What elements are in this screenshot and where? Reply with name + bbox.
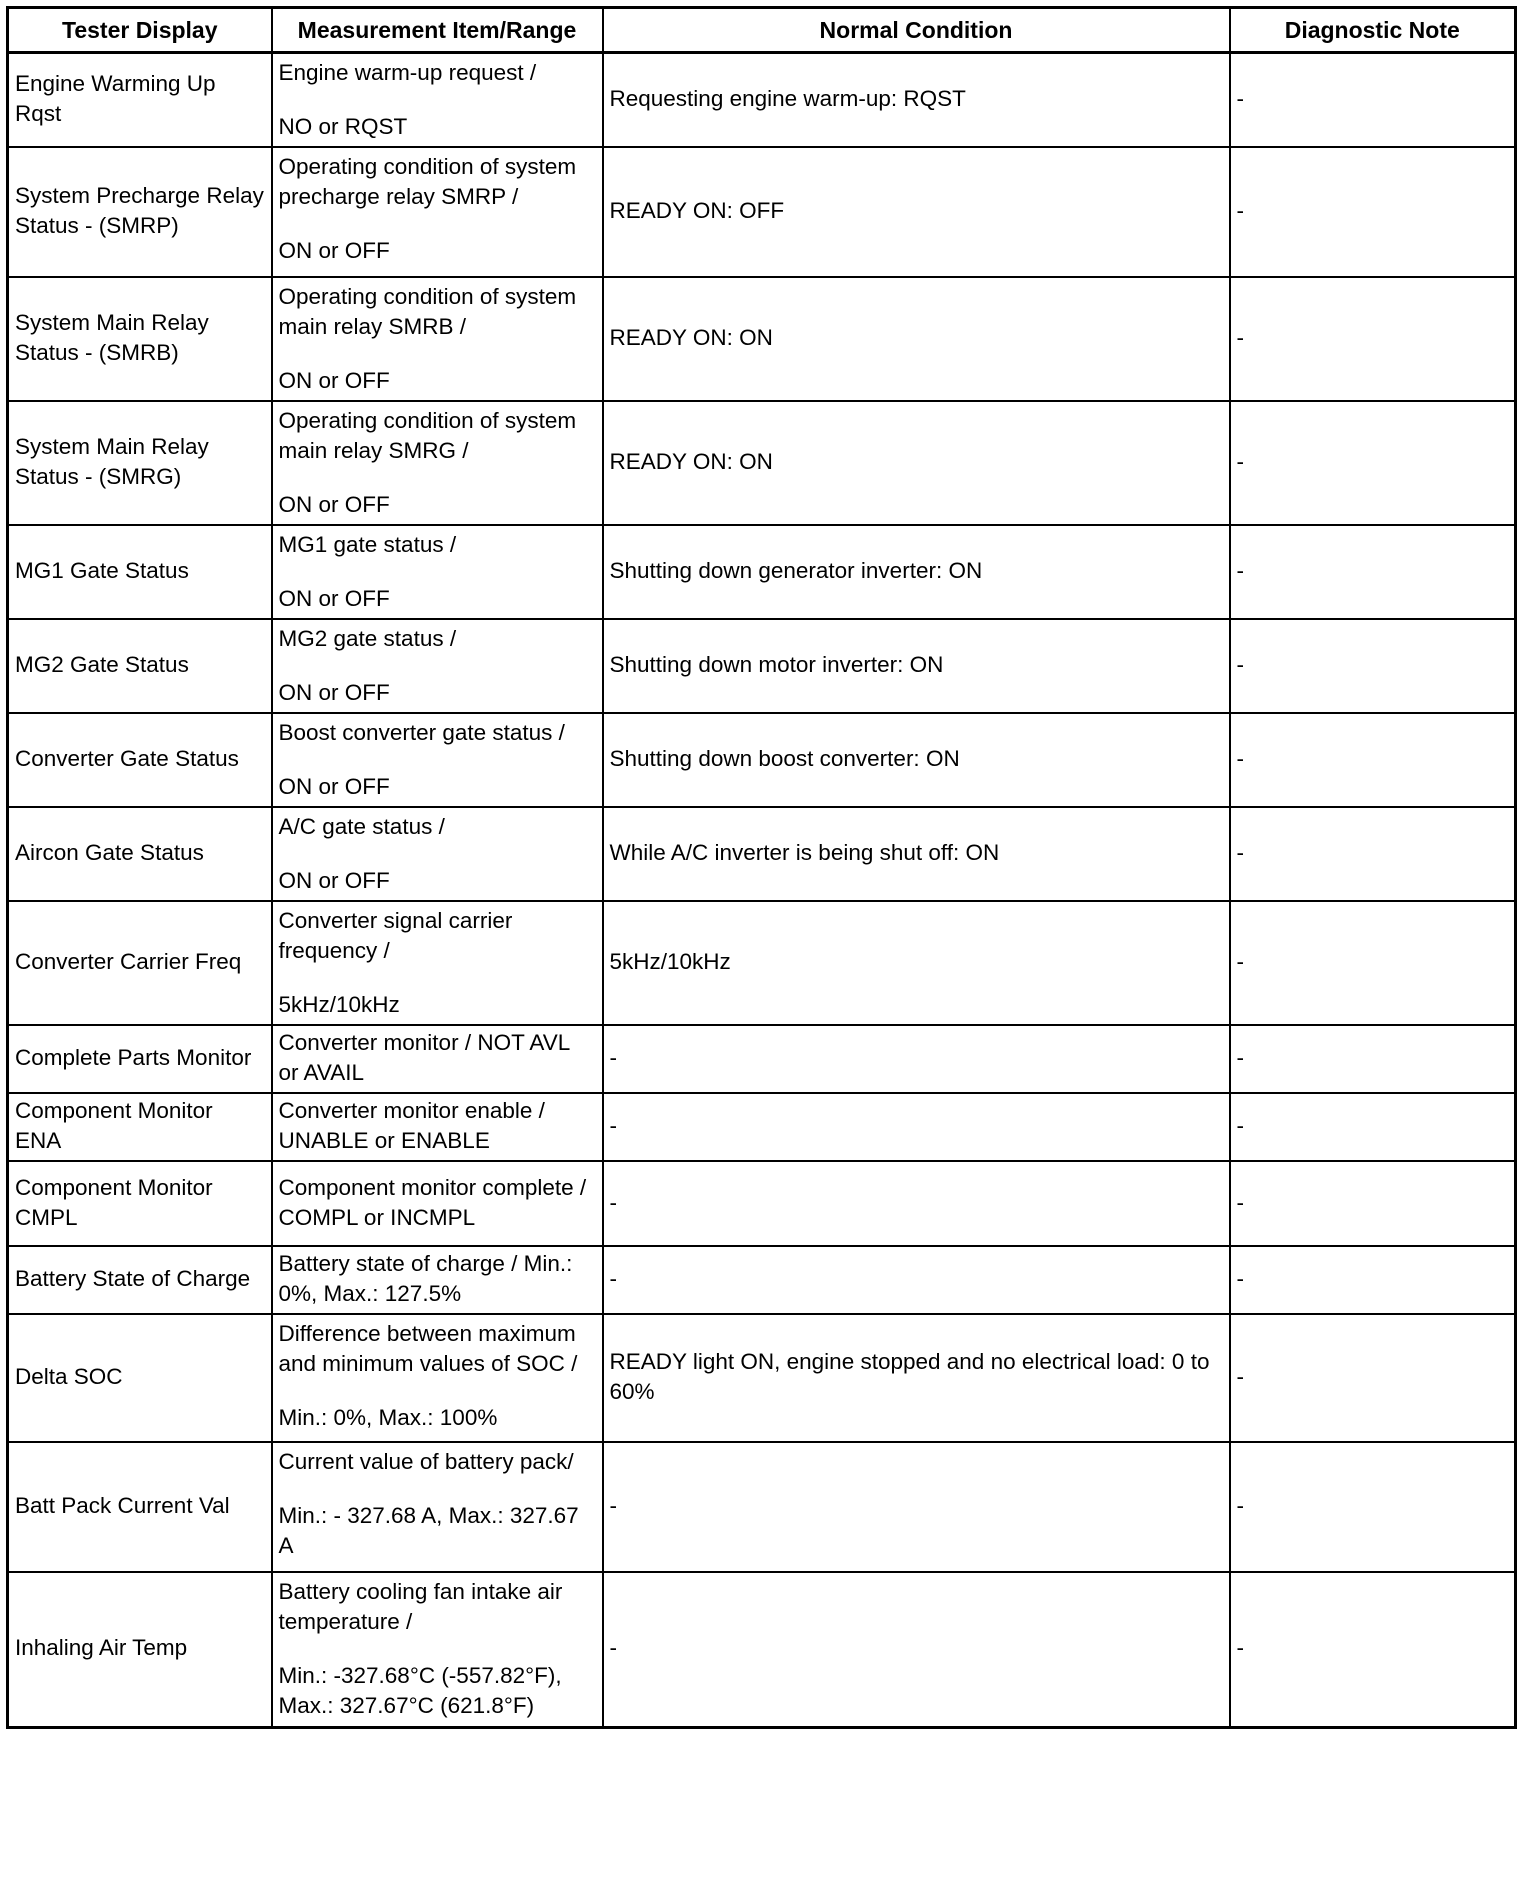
tester-display-cell: Battery State of Charge (8, 1246, 272, 1314)
normal-condition-cell: - (603, 1161, 1230, 1246)
measurement-description: Current value of battery pack/ (278, 1449, 574, 1474)
spacer (279, 966, 596, 990)
spacer (279, 212, 596, 236)
diagnostic-note-cell: - (1230, 1572, 1516, 1727)
measurement-cell (272, 1572, 603, 1727)
diagnostic-note-cell: - (1230, 1246, 1516, 1314)
measurement-description: Operating condition of system main relay SMRG / (278, 408, 583, 463)
diagnostic-note-cell: - (1230, 1442, 1516, 1572)
normal-condition-cell: - (603, 1025, 1230, 1093)
table-row (8, 901, 1516, 1025)
measurement-description: Component monitor complete / COMPL or INCMPL (278, 1174, 593, 1230)
measurement-range: ON or OFF (278, 868, 390, 893)
table-row (8, 807, 1516, 901)
header-tester-display: Tester Display (8, 8, 272, 53)
table-row (8, 1093, 1516, 1161)
measurement-description: Operating condition of system main relay SMRB / (278, 284, 583, 339)
measurement-range: ON or OFF (278, 774, 390, 799)
spacer (279, 748, 596, 772)
diagnostic-note-cell: - (1230, 901, 1516, 1025)
measurement-description: MG2 gate status / (278, 626, 457, 651)
table-row (8, 1572, 1516, 1727)
tester-display-cell: Aircon Gate Status (8, 807, 272, 901)
spacer (279, 1637, 596, 1661)
normal-condition-cell: - (603, 1442, 1230, 1572)
normal-condition-cell: Requesting engine warm-up: RQST (603, 53, 1230, 148)
normal-condition-cell: - (603, 1572, 1230, 1727)
measurement-cell (272, 1442, 603, 1572)
measurement-description: Engine warm-up request / (278, 60, 537, 85)
spacer (279, 560, 596, 584)
measurement-description: MG1 gate status / (278, 532, 457, 557)
spacer (279, 466, 596, 490)
spacer (279, 1477, 596, 1501)
data-table (6, 6, 1517, 1729)
measurement-description: Difference between maximum and minimum values of SOC / (278, 1321, 582, 1376)
measurement-description: Operating condition of system precharge relay SMRP / (278, 154, 583, 209)
measurement-cell (272, 1246, 603, 1314)
measurement-description: Converter signal carrier frequency / (278, 908, 519, 963)
measurement-cell (272, 1025, 603, 1093)
table-row (8, 619, 1516, 713)
header-measurement-item: Measurement Item/Range (272, 8, 603, 53)
normal-condition-cell: 5kHz/10kHz (603, 901, 1230, 1025)
normal-condition-cell: While A/C inverter is being shut off: ON (603, 807, 1230, 901)
diagnostic-note-cell: - (1230, 401, 1516, 525)
normal-condition-cell: Shutting down motor inverter: ON (603, 619, 1230, 713)
spacer (279, 842, 596, 866)
measurement-cell (272, 619, 603, 713)
measurement-description: Boost converter gate status / (278, 720, 565, 745)
tester-display-cell: Component Monitor ENA (8, 1093, 272, 1161)
table-row (8, 713, 1516, 807)
tester-display-cell: MG2 Gate Status (8, 619, 272, 713)
table-row (8, 1246, 1516, 1314)
tester-display-cell: Complete Parts Monitor (8, 1025, 272, 1093)
table-row (8, 1442, 1516, 1572)
tester-display-cell: System Main Relay Status - (SMRB) (8, 277, 272, 401)
table-row (8, 1025, 1516, 1093)
table-row (8, 401, 1516, 525)
measurement-description: Converter monitor / NOT AVL or AVAIL (278, 1030, 576, 1085)
table-row (8, 147, 1516, 277)
table-header (8, 8, 1516, 53)
measurement-cell (272, 807, 603, 901)
measurement-cell (272, 401, 603, 525)
diagnostic-note-cell: - (1230, 619, 1516, 713)
measurement-cell (272, 901, 603, 1025)
tester-display-cell: MG1 Gate Status (8, 525, 272, 619)
table-row (8, 277, 1516, 401)
measurement-cell (272, 277, 603, 401)
normal-condition-cell: Shutting down boost converter: ON (603, 713, 1230, 807)
normal-condition-cell: - (603, 1246, 1230, 1314)
table-row (8, 525, 1516, 619)
measurement-range: ON or OFF (278, 238, 390, 263)
page (6, 6, 1514, 1729)
diagnostic-note-cell: - (1230, 525, 1516, 619)
diagnostic-note-cell: - (1230, 1093, 1516, 1161)
measurement-range: ON or OFF (278, 680, 390, 705)
measurement-range: ON or OFF (278, 586, 390, 611)
measurement-cell (272, 1314, 603, 1442)
header-row (8, 8, 1516, 53)
measurement-cell (272, 525, 603, 619)
diagnostic-note-cell: - (1230, 807, 1516, 901)
measurement-cell (272, 713, 603, 807)
tester-display-cell: Converter Carrier Freq (8, 901, 272, 1025)
diagnostic-note-cell: - (1230, 713, 1516, 807)
measurement-range: Min.: - 327.68 A, Max.: 327.67 A (278, 1503, 584, 1558)
tester-display-cell: System Precharge Relay Status - (SMRP) (8, 147, 272, 277)
spacer (279, 88, 596, 112)
spacer (279, 342, 596, 366)
table-body (8, 53, 1516, 1728)
measurement-range: NO or RQST (278, 114, 408, 139)
spacer (279, 654, 596, 678)
measurement-cell (272, 53, 603, 148)
tester-display-cell: Inhaling Air Temp (8, 1572, 272, 1727)
measurement-cell (272, 1161, 603, 1246)
measurement-cell (272, 147, 603, 277)
tester-display-cell: System Main Relay Status - (SMRG) (8, 401, 272, 525)
spacer (279, 1379, 596, 1403)
normal-condition-cell: READY ON: OFF (603, 147, 1230, 277)
measurement-description: Battery cooling fan intake air temperature / (278, 1579, 569, 1634)
diagnostic-note-cell: - (1230, 1161, 1516, 1246)
tester-display-cell: Component Monitor CMPL (8, 1161, 272, 1246)
measurement-description: A/C gate status / (278, 814, 445, 839)
diagnostic-note-cell: - (1230, 147, 1516, 277)
measurement-range: Min.: 0%, Max.: 100% (278, 1405, 498, 1430)
normal-condition-cell: READY ON: ON (603, 401, 1230, 525)
measurement-range: ON or OFF (278, 368, 390, 393)
tester-display-cell: Converter Gate Status (8, 713, 272, 807)
table-row (8, 1314, 1516, 1442)
tester-display-cell: Engine Warming Up Rqst (8, 53, 272, 148)
measurement-description: Battery state of charge / Min.: 0%, Max.: 127.5% (278, 1251, 579, 1306)
header-diagnostic-note: Diagnostic Note (1230, 8, 1516, 53)
normal-condition-cell: Shutting down generator inverter: ON (603, 525, 1230, 619)
measurement-range: ON or OFF (278, 492, 390, 517)
header-normal-condition: Normal Condition (603, 8, 1230, 53)
diagnostic-note-cell: - (1230, 277, 1516, 401)
diagnostic-note-cell: - (1230, 1314, 1516, 1442)
diagnostic-note-cell: - (1230, 53, 1516, 148)
tester-display-cell: Delta SOC (8, 1314, 272, 1442)
table-row (8, 53, 1516, 148)
table-row (8, 1161, 1516, 1246)
diagnostic-note-cell: - (1230, 1025, 1516, 1093)
normal-condition-cell: READY ON: ON (603, 277, 1230, 401)
normal-condition-cell: READY light ON, engine stopped and no electrical load: 0 to 60% (603, 1314, 1230, 1442)
measurement-description: Converter monitor enable / UNABLE or ENABLE (278, 1098, 552, 1153)
measurement-cell (272, 1093, 603, 1161)
tester-display-cell: Batt Pack Current Val (8, 1442, 272, 1572)
measurement-range: Min.: -327.68°C (-557.82°F), Max.: 327.67°C (621.8°F) (278, 1663, 568, 1718)
normal-condition-cell: - (603, 1093, 1230, 1161)
measurement-range: 5kHz/10kHz (278, 992, 400, 1017)
